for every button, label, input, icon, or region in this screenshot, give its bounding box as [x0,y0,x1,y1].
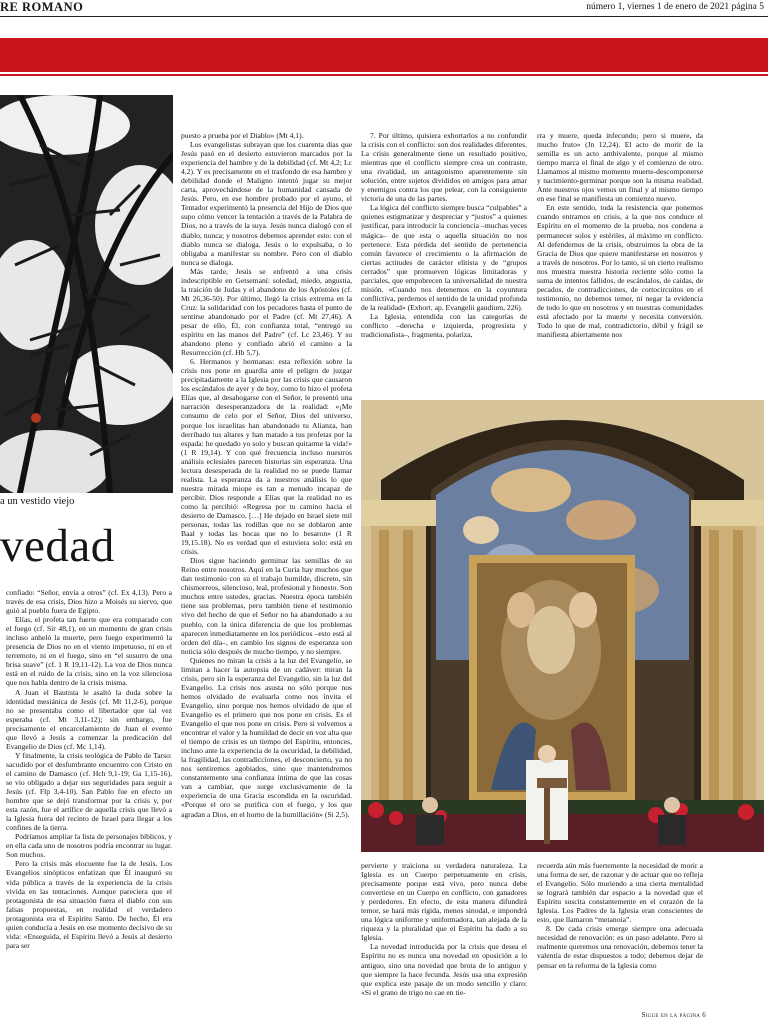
article-column-right-top-b [537,131,703,392]
paragraph: Quienes no miran la crisis a la luz del Evangelio, se limitan a hacer la autopsia de un cadáver: miran la crisis, pero sin la esperanza del Evangelio, sin la luz del Evangelio. La crisis nos asusta no sólo porque nos hemos olvidado de evaluarla como nos invita el Evangelio, sino porque nos hemos olvidado de que el Evangelio es el primero que nos pone en crisis. Es el Evangelio el que nos pone en crisis. Pero si volvemos a encontrar el valor y la humildad de decir en voz alta que el tiempo de crisis es un tiempo del Espíritu, entonces, incluso ante la experiencia de la oscuridad, la debilidad, la fragilidad, las contradicciones, el desconcierto, ya no nos sentiremos agobiados, sino que mantendremos constantemente una confianza íntima de que las cosas van a cambiar, que surge exclusivamente de la experiencia de una Gracia escondida en la oscuridad. «Porque el oro se purifica con el fuego, y los que agradan a Dios, en el horno de la humillación» (Si 2,5). [181,655,352,819]
paragraph: Los evangelistas subrayan que los cuarenta días que Jesús pasó en el desierto estuvieron marcados por la experiencia del hambre y de la debilidad (cf. Mt 4,2; Lc 4,2). Y es precisamente en el trasfondo de esa hambre y debilidad donde el Maligno intentó jugar su mejor carta, aprovechándose de la humanidad cansada de Jesús. Pero, en ese hombre probado por el ayuno, el Tentador experimentó la presencia del Hijo de Dios que supo cómo vencer la tentación a través de la Palabra de Dios, no a través de la suya. Jesús nunca dialogó con el diablo, nunca; y nosotros debemos aprender esto: con el diablo nunca se dialoga. Jesús o lo expulsaba, o lo obligaba a manifestar su nombre. Pero con el diablo nunca se dialoga. [181,140,352,267]
article-column-left [6,588,172,1024]
paragraph: Dios sigue haciendo germinar las semillas de su Reino entre nosotros. Aquí en la Curia hay muchos que dan testimonio con su el trabajo humilde, discreto, sin chismorreos, silencioso, leal, profesional y honesto. Son muchos entre ustedes, gracias. Nuestra época también tiene sus problemas, pero también tiene el testimonio vivo del hecho de que el Señor no ha abandonado a su pueblo, con la única diferencia de que los problemas aparecen inmediatamente en los periódicos –esto está al orden del día–, en cambio los signos de esperanza son noticia sólo después de mucho tiempo, y no siempre. [181,556,352,656]
paragraph: 7. Por último, quisiera exhortarlos a no confundir la crisis con el conflicto: son dos realidades diferentes. La crisis generalmente tiene un resultado positivo, mientras que el conflicto siempre crea un contraste, una rivalidad, un antagonismo aparentemente sin solución, entre sujetos divididos en amigos para amar y enemigos contra los que pelear, con la consiguiente victoria de una de las partes. [361,131,527,204]
headline-subhead: a un vestido viejo [0,496,75,507]
article-column-right-bottom-b [537,861,703,1009]
paragraph: La novedad introducida por la crisis que desea el Espíritu no es nunca una novedad en oposición a lo antiguo, sino una novedad que brota de lo antiguo y que siempre la hace fecunda. Jesús usa una expresión que explica este pasaje de un modo sencillo y claro: «Si el grano de trigo no cae en tie- [361,942,527,997]
paragraph: Pero la crisis más elocuente fue la de Jesús. Los Evangelios sinópticos enfatizan que Él inauguró su vida pública a través de la experiencia de la crisis vivida en las tentaciones. Aunque pareciera que el protagonista de esa situación fuera el diablo con sus falsas propuestas, en realidad el verdadero protagonista era el Espíritu Santo. De hecho, Él era quien conducía a Jesús en ese momento decisivo de su vida: «Enseguida, el Espíritu llevó a Jesús al desierto para ser [6,859,172,950]
paragraph: recuerda aún más fuertemente la necesidad de morir a una forma de ser, de razonar y de actuar que no refleja el Evangelio. Sólo muriendo a una cierta mentalidad se logrará también dar espacio a la novedad que el Espíritu suscita constantemente en el corazón de la Iglesia. Los Padres de la Iglesia eran conscientes de esto, que llamaron “metanoia”. [537,861,703,925]
paragraph: La lógica del conflicto siempre busca “culpables” a quienes estigmatizar y despreciar y “justos” a quienes justificar, para introducir la conciencia –muchas veces mágica– de que esta o aquella situación no nos pertenece. Esta pérdida del sentido de pertenencia común favorece el crecimiento o la afirmación de ciertas actitudes de carácter elitista y de “grupos cerrados” que promueven lógicas limitadoras y parciales, que empobrecen la universalidad de nuestra misión. «Cuando nos detenemos en la coyuntura conflictiva, perdemos el sentido de la unidad profunda de la realidad» (Exhort. ap. Evangelii gaudium, 226). [361,203,527,312]
paragraph: confiado: “Señor, envía a otros” (cf. Ex 4,13). Pero a través de esa crisis, Dios hizo a Moisés su siervo, que guió al pueblo fuera de Egipto. [6,588,172,616]
paragraph: 6. Hermanos y hermanas: esta reflexión sobre la crisis nos pone en guardia ante el peligro de juzgar precipitadamente a la Iglesia por las crisis que causaron los escándalos de ayer y de hoy, como lo hizo el profeta Elías que, al desahogarse con el Señor, le presentó una narración desesperanzadora de la realidad: «¡Me consumo de celo por el Señor, Dios del universo, porque los israelitas han abandonado tu Alianza, han derribado tus altares y han matado a tus profetas por la espada: he quedado yo solo y buscan quitarme la vida!» (1 R 19,14). Y con qué frecuencia incluso nuestros análisis eclesiales parecen historias sin esperanza. Una lectura desesperada de la realidad no se puede llamar realista. La esperanza da a nuestros análisis lo que nuestra mirada miope es tan a menudo incapaz de percibir. Dios responde a Elías que la realidad no es como la percibió: «Regresa por tu camino hacia el desierto de Damasco. […] He dejado en Israel siete mil personas, todas las rodillas que no se doblaron ante Baal y todas las bocas que no lo besaron» (1 R 19,15.18). No es verdad que el estuviera solo: está en crisis. [181,357,352,557]
paragraph: Elías, el profeta tan fuerte que era comparado con el fuego (cf. Sir 48,1), en un momento de gran crisis incluso anheló la muerte, pero luego experimentó la presencia de Dios no en el viento impetuoso, ni en el terremoto, ni en el fuego, sino en “el susurro de una brisa suave” (cf. 1 R 19,11-12). La voz de Dios nunca está en el ruido de la crisis, sino en la voz silenciosa que nos habla dentro de la crisis misma. [6,615,172,688]
paragraph: A Juan el Bautista le asaltó la duda sobre la identidad mesiánica de Jesús (cf. Mt 11,2-6), porque no se presentaba como el libertador que tal vez esperaba (cf. Mt 3,11-12); sin embargo, fue precisamente el encarcelamiento de Juan el evento que llevó a Jesús a comenzar la predicación del Evangelio de Dios (cf. Mc 1,14). [6,687,172,751]
paper-name: RE ROMANO [0,0,84,14]
continue-note: Sigue en la página 6 [641,1011,706,1019]
article-column-middle [181,131,352,1024]
article-column-right-bottom-a [361,861,527,1024]
red-rule [0,74,768,76]
paragraph: La Iglesia, entendida con las categorías de conflicto –derecha e izquierda, progresista y tradicionalista–, fragmenta, polariza, [361,311,527,340]
red-banner [0,38,768,72]
headline-title: vedad [0,520,115,572]
paragraph: En este sentido, toda la resistencia que ponemos cuando entramos en crisis, a la que nos conduce el Espíritu en el momento de la prueba, nos condena a permanecer solos y estériles, al máximo en conflicto. Al defendernos de la crisis, obstruimos la obra de la Gracia de Dios que quiere manifestarse en nosotros y a través de nosotros. Por lo tanto, si un cierto realismo nos muestra nuestra historia reciente sólo como la suma de intentos fallidos, de escándalos, de caídas, de pecados, de contradicciones, de cortocircuitos en el testimonio, no debemos temer, ni negar la evidencia de todo lo que en nosotros y en nuestras comunidades está afectado por la muerte y necesita conversión. Todo lo que de mal, contradictorio, débil y frágil se manifiesta abiertamente nos [537,203,703,340]
masthead [0,0,768,17]
paragraph: Podríamos ampliar la lista de personajes bíblicos, y en ella cada uno de nosotros podría encontrar su lugar. Son muchos. [6,832,172,860]
paragraph: pervierte y traiciona su verdadera naturaleza. La Iglesia es un Cuerpo perpetuamente en crisis, precisamente porque está vivo, pero nunca debe convertirse en un Cuerpo en conflicto, con ganadores y perdedores. En efecto, de esta manera difundirá temor, se hará más rígida, menos sinodal, e impondrá una lógica uniforme y uniformadora, tan alejada de la riqueza y la pluralidad que el Espíritu ha dado a su Iglesia. [361,861,527,943]
paragraph: Y finalmente, la crisis teológica de Pablo de Tarso: sacudido por el desfumbrante encuentro con Cristo en el camino de Damasco (cf. Hch 9,1-19; Ga 1,15-16), se vio obligado a dejar sus seguridades para seguir a Jesús (cf. Flp 3,4-10). San Pablo fue en efecto un hombre que se dejó transformar por la crisis y, por esta razón, fue el artífice de aquella crisis que llevó a la Iglesia fuera del recinto de Israel para llegar a los confines de la tierra. [6,750,172,833]
paragraph: puesto a prueba por el Diablo» (Mt 4,1). [181,131,304,140]
issue-info: número 1, viernes 1 de enero de 2021 página 5 [586,2,764,12]
paragraph: Más tarde, Jesús se enfrentó a una crisis indescriptible en Getsemaní: soledad, miedo, angustia, la traición de Judas y el abandono de los Apóstoles (cf. Mt 26,36-50). Por último, llegó la crisis extrema en la Cruz: la solidaridad con los pecadores hasta el punto de sentirse abandonado por el Padre (cf. Mt 27,46). A pesar de ello, Él, con confianza total, “entregó su espíritu en las manos del Padre” (cf. Lc 23,46). Y su abandono pleno y confiado abrió el camino a la Resurrección (cf. Hb 5,7). [181,266,352,358]
paragraph: 8. De cada crisis emerge siempre una adecuada necesidad de renovación: es un paso adelante. Pero si realmente queremos una renovación, debemos tener la valentía de estar dispuestos a todo; debemos dejar de pensar en la reforma de la Iglesia como [537,924,703,970]
paragraph: rra y muere, queda infecundo; pero si muere, da mucho fruto» (Jn 12,24). El acto de morir de la semilla es un acto ambivalente, porque al mismo tiempo marca el final de algo y el comienzo de otro. Llamamos al mismo momento muerte-descomponerse y nacimiento-germinar porque son la misma realidad. Ante nuestros ojos vemos un final y al mismo tiempo en ese final se manifiesta un comienzo nuevo. [537,131,703,204]
article-column-right-top-a [361,131,527,392]
fir-branch-photo [0,95,173,493]
audience-hall-photo [361,400,764,852]
